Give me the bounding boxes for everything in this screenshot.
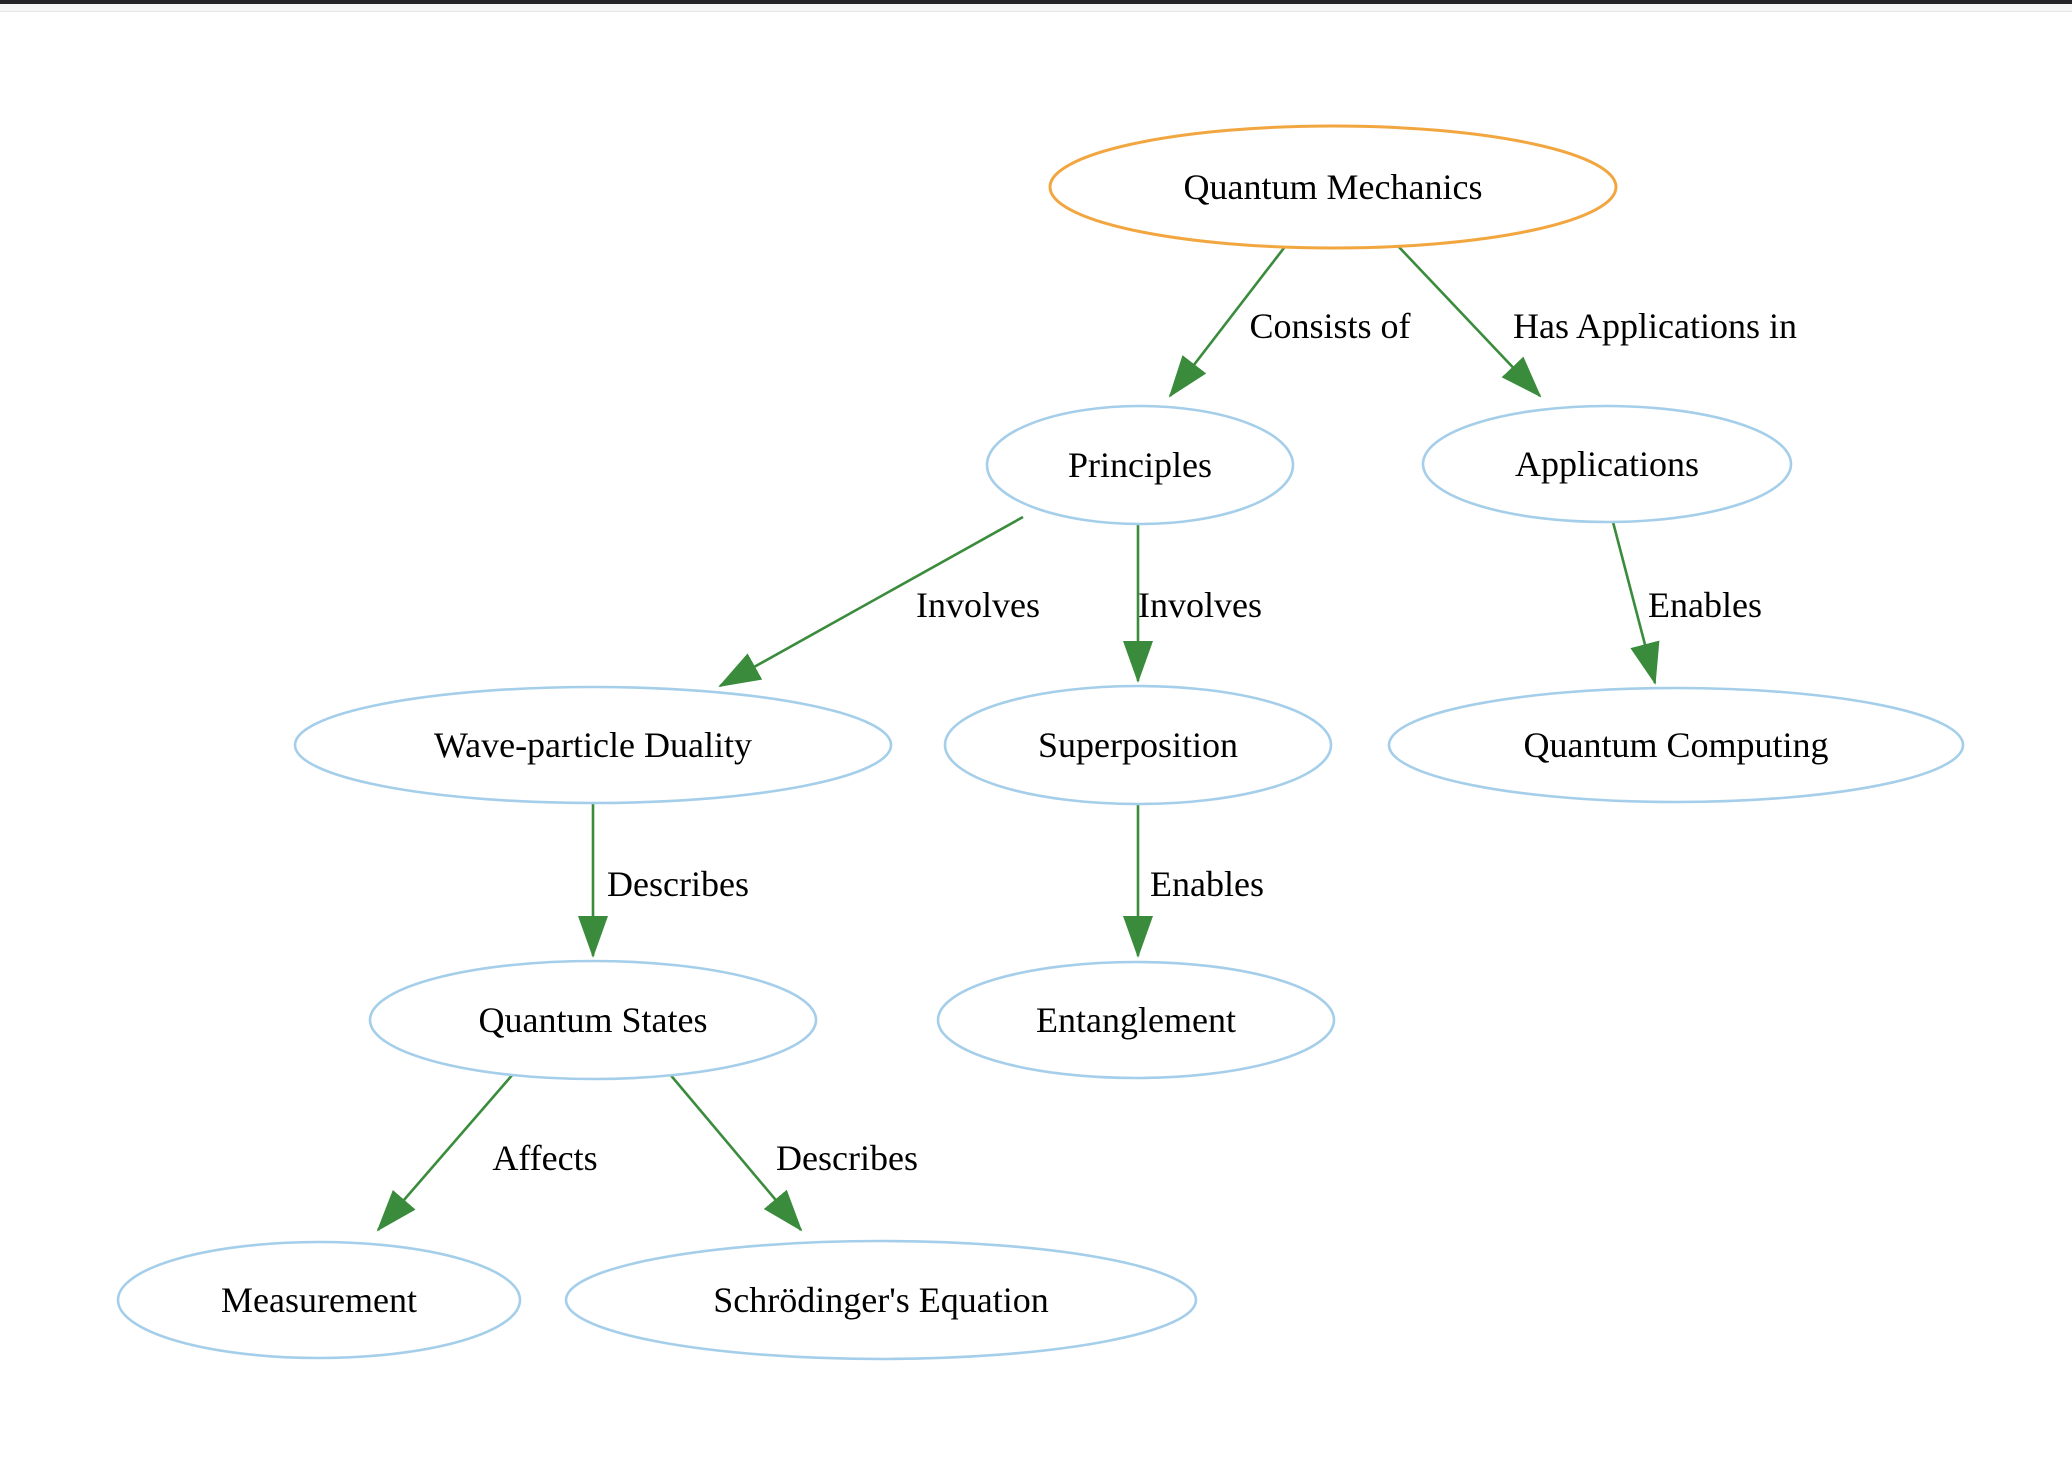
edge-label-involves-1: Involves [916,584,1040,625]
node-quantum-states [370,961,816,1079]
node-quantum-computing-label: Quantum Computing [1523,724,1829,765]
edge-principles-superposition [1138,525,1262,681]
edge-principles-wave-particle-duality [720,517,1040,686]
node-quantum-mechanics-label: Quantum Mechanics [1183,166,1483,207]
node-quantum-mechanics [1050,126,1616,248]
edge-applications-quantum-computing [1613,522,1762,683]
edge-label-describes-1: Describes [607,863,749,904]
node-quantum-computing [1389,688,1963,802]
edge-quantum-mechanics-principles [1170,244,1411,396]
node-applications-label: Applications [1515,443,1699,484]
edge-quantum-states-schrodingers-equation [663,1066,918,1230]
edge-label-enables-1: Enables [1648,584,1762,625]
node-measurement [118,1242,520,1358]
edge-quantum-states-measurement [378,1066,598,1230]
node-measurement-label: Measurement [221,1279,417,1320]
node-entanglement [938,962,1334,1078]
node-wave-particle-duality-label: Wave-particle Duality [434,724,752,765]
browser-toolbar-strip [0,4,2072,12]
node-schrodingers-equation [566,1241,1196,1359]
edge-label-has-applications-in: Has Applications in [1513,305,1797,346]
edge-label-affects: Affects [492,1137,598,1178]
edge-label-involves-2: Involves [1138,584,1262,625]
node-quantum-states-label: Quantum States [478,999,708,1040]
edge-label-consists-of: Consists of [1249,305,1411,346]
node-superposition [945,686,1331,804]
node-principles-label: Principles [1068,444,1212,485]
node-applications [1423,406,1791,522]
edge-superposition-entanglement [1138,804,1264,956]
node-wave-particle-duality [295,687,891,803]
node-principles [987,406,1293,524]
node-entanglement-label: Entanglement [1036,999,1236,1040]
edge-quantum-mechanics-applications [1398,246,1797,396]
edge-wave-particle-duality-quantum-states [593,804,749,956]
node-superposition-label: Superposition [1037,724,1239,765]
edge-label-enables-2: Enables [1150,863,1264,904]
edge-label-describes-2: Describes [776,1137,918,1178]
node-schrodingers-equation-label: Schrödinger's Equation [713,1279,1049,1320]
